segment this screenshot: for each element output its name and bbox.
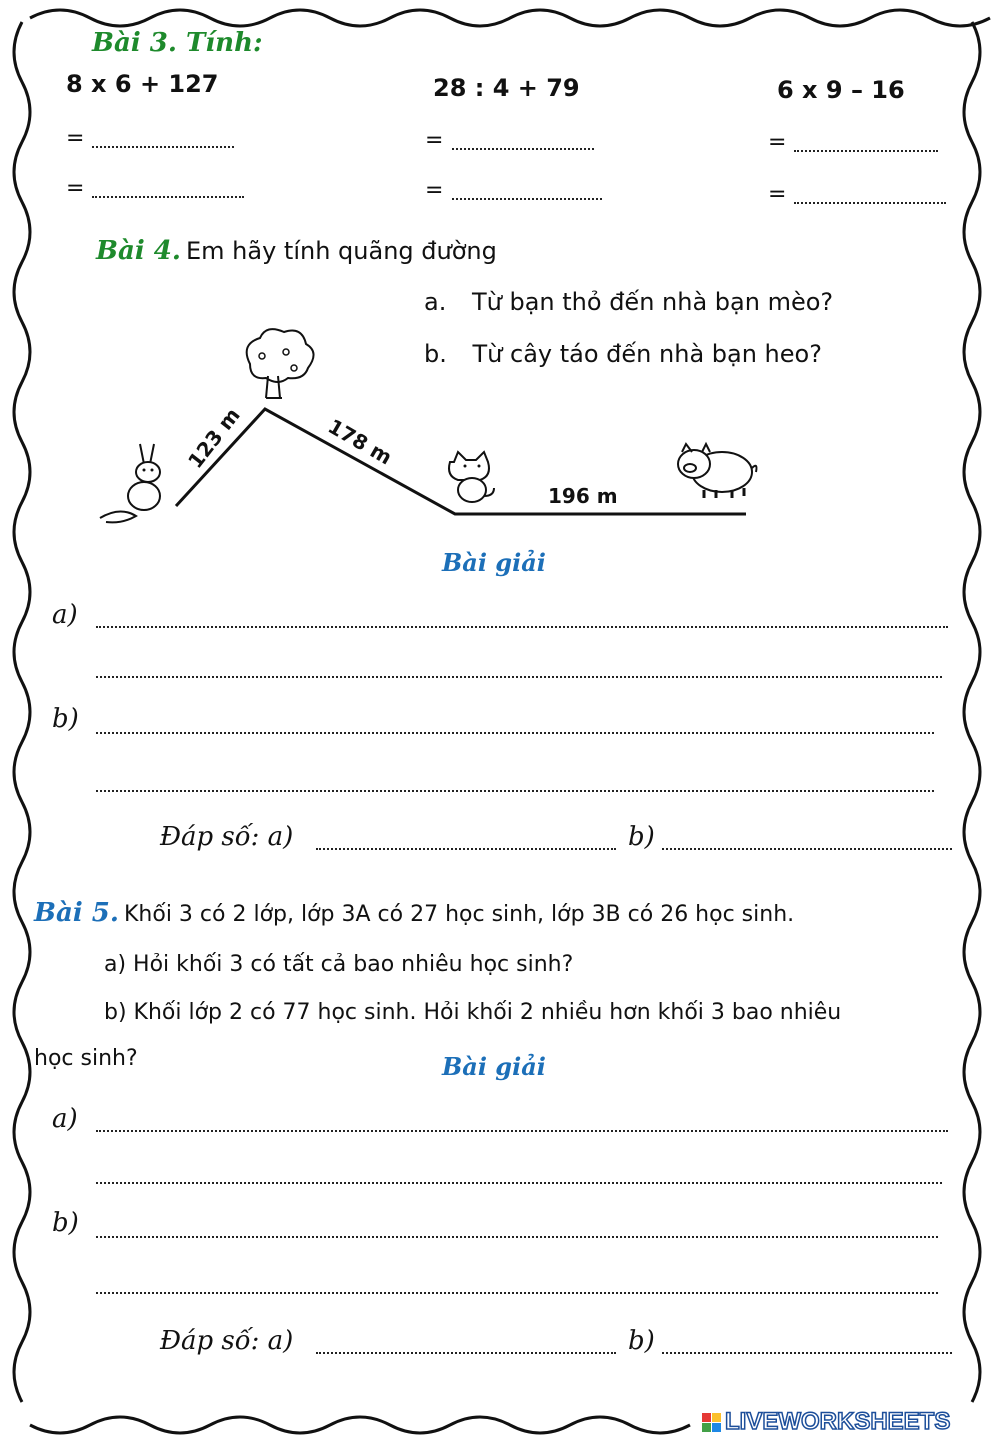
distance-label-196: 196 m — [548, 484, 618, 508]
answer-line[interactable] — [96, 1236, 938, 1238]
eq-sign: = — [66, 176, 85, 201]
bai5-question-b-line2: học sinh? — [34, 1046, 138, 1071]
eq-sign: = — [768, 182, 787, 207]
bai5-question-a: a) Hỏi khối 3 có tất cả bao nhiêu học sinh? — [104, 952, 574, 977]
bai3-expression-2: 28 : 4 + 79 — [433, 74, 580, 102]
bai5-label-b: b) — [52, 1208, 79, 1238]
bai4-instruction: Em hãy tính quãng đường — [186, 237, 497, 265]
bai4-title: Bài 4. — [96, 236, 181, 266]
question-text: Từ bạn thỏ đến nhà bạn mèo? — [471, 288, 834, 316]
bai4-solution-title: Bài giải — [442, 548, 546, 577]
bai5-title: Bài 5. — [34, 898, 119, 928]
bai3-expression-3: 6 x 9 – 16 — [777, 76, 905, 104]
distance-label-178: 178 m — [324, 414, 397, 470]
pig-icon — [678, 444, 757, 498]
answer-line[interactable] — [96, 676, 942, 678]
liveworksheets-icon — [702, 1413, 721, 1432]
final-answer-b[interactable] — [662, 1352, 952, 1354]
answer-line[interactable] — [96, 1182, 942, 1184]
bai5-question-b-line1: b) Khối lớp 2 có 77 học sinh. Hỏi khối 2 nhiều hơn khối 3 bao nhiêu — [104, 1000, 842, 1025]
question-letter: a. — [424, 288, 447, 316]
final-answer-b[interactable] — [662, 848, 952, 850]
distance-label-123: 123 m — [183, 403, 245, 473]
answer-line[interactable] — [96, 626, 948, 628]
answer-line[interactable] — [96, 790, 934, 792]
bai4-label-b: b) — [52, 704, 79, 734]
tree-icon — [247, 329, 314, 398]
bai4-answer-b-label: b) — [628, 822, 655, 852]
liveworksheets-logo[interactable] — [702, 1408, 950, 1436]
eq-sign: = — [66, 126, 85, 151]
bai3-expression-1: 8 x 6 + 127 — [66, 70, 219, 98]
eq-sign: = — [768, 130, 787, 155]
answer-line[interactable] — [96, 732, 934, 734]
cat-icon — [449, 452, 494, 502]
bai5-answer-label: Đáp số: a) — [160, 1326, 294, 1356]
eq-sign: = — [425, 178, 444, 203]
answer-line[interactable] — [96, 1292, 938, 1294]
bai5-intro: Khối 3 có 2 lớp, lớp 3A có 27 học sinh, lớp 3B có 26 học sinh. — [124, 902, 795, 927]
bai5-answer-b-label: b) — [628, 1326, 655, 1356]
eq-sign: = — [425, 128, 444, 153]
rabbit-icon — [100, 444, 160, 522]
liveworksheets-text: LIVEWORKSHEETS — [725, 1408, 951, 1435]
question-letter: b. — [424, 340, 447, 368]
bai3-title: Bài 3. Tính: — [92, 28, 263, 58]
bai5-solution-title: Bài giải — [442, 1052, 546, 1081]
bai5-label-a: a) — [52, 1104, 78, 1134]
final-answer-a[interactable] — [316, 848, 616, 850]
question-text: Từ cây táo đến nhà bạn heo? — [472, 340, 822, 368]
bai4-label-a: a) — [52, 600, 78, 630]
bai4-answer-label: Đáp số: a) — [160, 822, 294, 852]
bai5-heading — [34, 898, 794, 928]
answer-line[interactable] — [96, 1130, 948, 1132]
final-answer-a[interactable] — [316, 1352, 616, 1354]
